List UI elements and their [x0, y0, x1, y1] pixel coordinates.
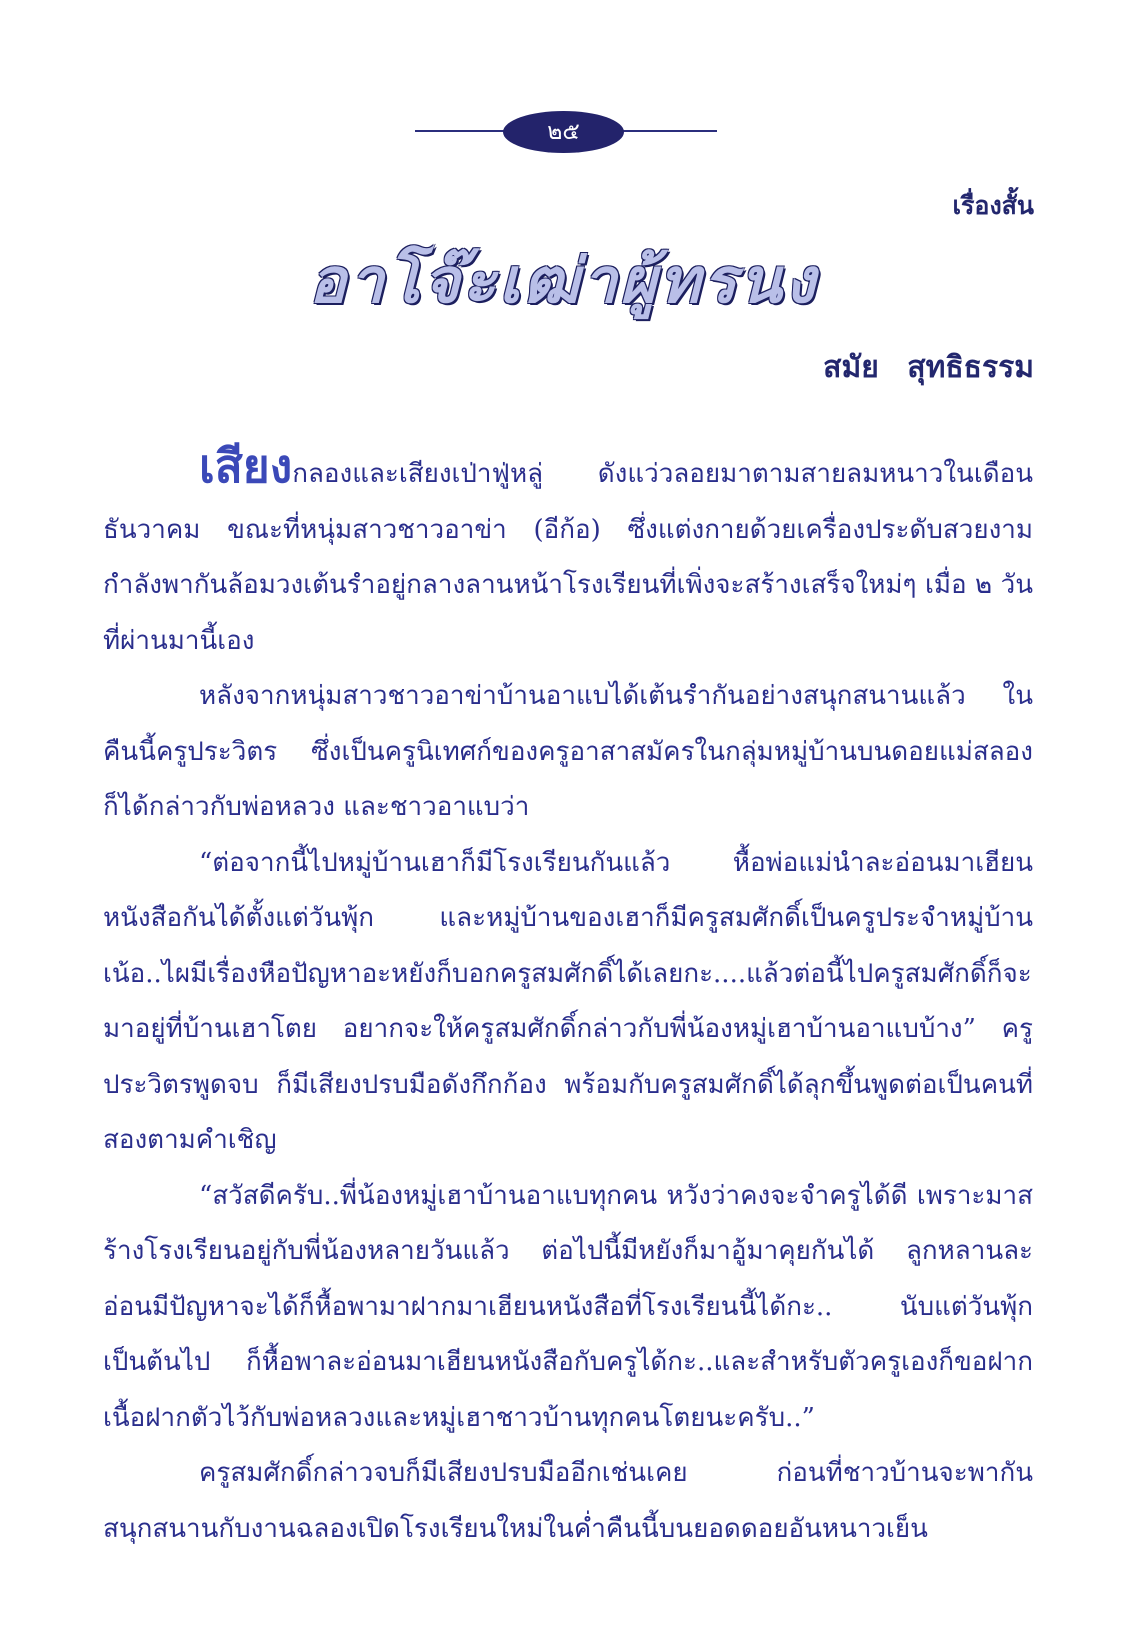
story-title: อาโจ๊ะเฒ่าผู้ทรนง [308, 244, 819, 317]
page-number: ๒๕ [503, 111, 624, 153]
paragraph-2: หลังจากหนุ่มสาวชาวอาข่าบ้านอาแบได้เต้นรำกันอย่างสนุกสนานแล้ว ในคืนนี้ครูประวิตร ซึ่งเป็นครูนิเทศก์ของครูอาสาสมัครในกลุ่มหมู่บ้านบนดอยแม่สลองก็ได้กล่าวกับพ่อหลวง และชาวอาแบว่า [103, 681, 1033, 822]
author-name: สมัย สุทธิธรรม [823, 350, 1034, 385]
paragraph-4: “สวัสดีครับ..พี่น้องหมู่เฮาบ้านอาแบทุกคน หวังว่าคงจะจำครูได้ดี เพราะมาสร้างโรงเรียนอยู่กับพี่น้องหลายวันแล้ว ต่อไปนี้มีหยังก็มาอู้มาคุยกันได้ ลูกหลานละอ่อนมีปัญหาจะได้ก็หื้อพามาฝากมาเฮียนหนังสือที่โรงเรียนนี้ได้กะ.. นับแต่วันพุ้กเป็นต้นไป ก็หื้อพาละอ่อนมาเฮียนหนังสือกับครูได้กะ..และสำหรับตัวครูเองก็ขอฝากเนื้อฝากตัวไว้กับพ่อหลวงและหมู่เฮาชาวบ้านทุกคนโตยนะครับ..” [103, 1180, 1033, 1433]
paragraph-1-text: กลองและเสียงเป่าฟู่หลู่ ดังแว่วลอยมาตามสายลมหนาวในเดือนธันวาคม ขณะที่หนุ่มสาวชาวอาข่า (อีก้อ) ซึ่งแต่งกายด้วยเครื่องประดับสวยงามกำลังพากันล้อมวงเต้นรำอยู่กลางลานหน้าโรงเรียนที่เพิ่งจะสร้างเสร็จใหม่ๆ เมื่อ ๒ วันที่ผ่านมานี้เอง [103, 459, 1033, 656]
paragraph-5: ครูสมศักดิ์กล่าวจบก็มีเสียงปรบมืออีกเช่นเคย ก่อนที่ชาวบ้านจะพากันสนุกสนานกับงานฉลองเปิดโรงเรียนใหม่ในค่ำคืนนี้บนยอดดอยอันหนาวเย็น [103, 1458, 1033, 1544]
story-body [103, 439, 1033, 1557]
category-label: เรื่องสั้น [952, 191, 1034, 220]
paragraph-1 [103, 439, 1033, 669]
drop-cap-word: เสียง [199, 439, 293, 493]
paragraph-3: “ต่อจากนี้ไปหมู่บ้านเฮาก็มีโรงเรียนกันแล้ว หื้อพ่อแม่นำละอ่อนมาเฮียนหนังสือกันได้ตั้งแต่วันพุ้ก และหมู่บ้านของเฮาก็มีครูสมศักดิ์เป็นครูประจำหมู่บ้านเน้อ..ไผมีเรื่องหือปัญหาอะหยังก็บอกครูสมศักดิ์ได้เลยกะ....แล้วต่อนี้ไปครูสมศักดิ์ก็จะมาอยู่ที่บ้านเฮาโตย อยากจะให้ครูสมศักดิ์กล่าวกับพี่น้องหมู่เฮาบ้านอาแบบ้าง” ครูประวิตรพูดจบ ก็มีเสียงปรบมือดังกึกก้อง พร้อมกับครูสมศักดิ์ได้ลุกขึ้นพูดต่อเป็นคนที่สองตามคำเชิญ [103, 847, 1033, 1155]
